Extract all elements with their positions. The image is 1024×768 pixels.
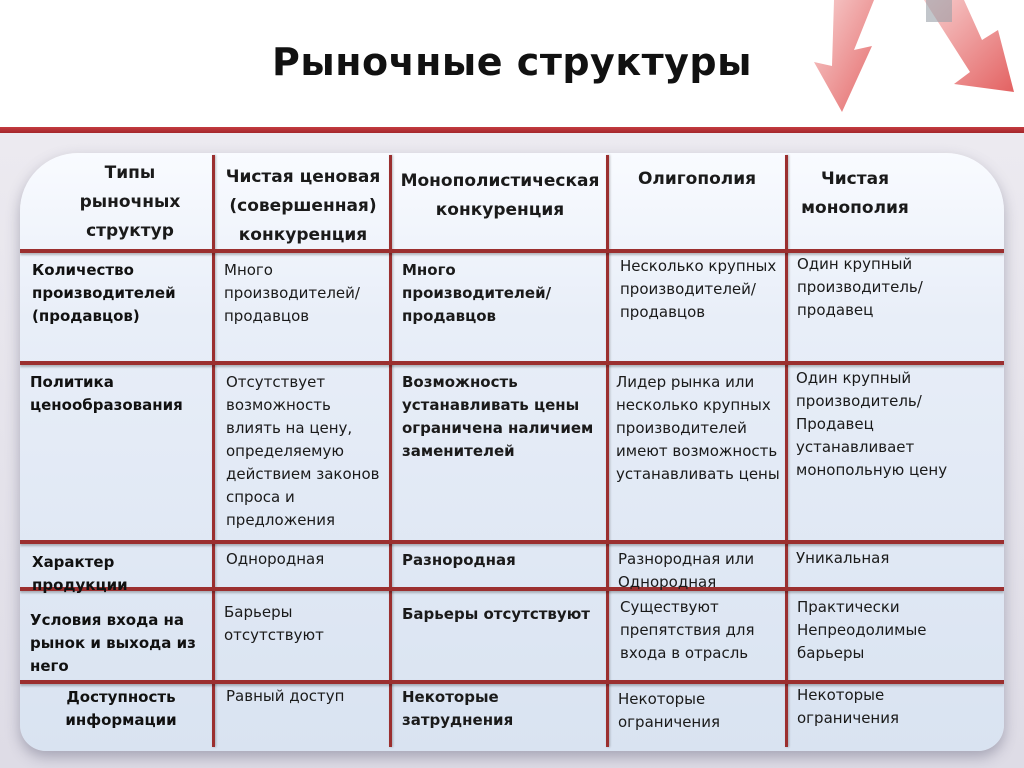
table-cell: Уникальная bbox=[796, 549, 890, 567]
table-cell: Барьеры отсутствуют bbox=[224, 603, 324, 644]
table-cell: Некоторые затруднения bbox=[402, 688, 514, 729]
table-cell: Разнородная или Однородная bbox=[618, 550, 755, 591]
row-divider bbox=[20, 587, 1004, 591]
table-cell: Много производителей/ продавцов bbox=[224, 261, 360, 325]
row-label: Условия входа на рынок и выхода из него bbox=[30, 611, 196, 675]
header-monopolistic-competition: Монополистическая конкуренция bbox=[400, 171, 600, 220]
table-cell: Барьеры отсутствуют bbox=[402, 605, 590, 623]
header-perfect-competition: Чистая ценовая (совершенная) конкуренция bbox=[225, 167, 381, 245]
row-label: Характер продукции bbox=[32, 553, 128, 594]
column-divider bbox=[389, 155, 392, 747]
header-monopoly: Чистая монополия bbox=[801, 169, 909, 218]
table-cell: Однородная bbox=[226, 550, 325, 568]
market-structures-table bbox=[20, 153, 1004, 751]
table-cell: Один крупный производитель/ продавец bbox=[797, 255, 923, 319]
red-arrows-icon bbox=[814, 0, 1024, 122]
column-divider bbox=[606, 155, 609, 747]
row-label: Доступность информации bbox=[65, 688, 177, 729]
table-cell: Разнородная bbox=[402, 551, 516, 569]
column-divider bbox=[212, 155, 215, 747]
row-label: Политика ценообразования bbox=[30, 373, 183, 414]
row-divider bbox=[20, 361, 1004, 365]
table-cell: Равный доступ bbox=[226, 687, 345, 705]
row-divider bbox=[20, 540, 1004, 544]
table-cell: Практически Непреодолимые барьеры bbox=[797, 598, 927, 662]
table-cell: Отсутствует возможность влиять на цену, определяемую действием законов спроса и предложения bbox=[226, 373, 380, 529]
column-divider bbox=[785, 155, 788, 747]
header-oligopoly: Олигополия bbox=[637, 169, 757, 189]
table-cell: Один крупный производитель/ Продавец устанавливает монопольную цену bbox=[796, 369, 948, 479]
table-cell: Лидер рынка или несколько крупных производителей имеют возможность устанавливать цены bbox=[616, 373, 780, 483]
header-types: Типы рыночных структур bbox=[79, 163, 181, 241]
table-cell: Некоторые ограничения bbox=[797, 686, 899, 727]
page-title: Рыночные структуры bbox=[272, 40, 752, 84]
row-label: Количество производителей (продавцов) bbox=[32, 261, 176, 325]
slide-header bbox=[0, 0, 1024, 128]
table-cell: Много производителей/ продавцов bbox=[402, 261, 552, 325]
table-cell: Некоторые ограничения bbox=[618, 690, 720, 731]
table-cell: Существуют препятствия для входа в отрасль bbox=[620, 598, 755, 662]
table-cell: Возможность устанавливать цены ограничена наличием заменителей bbox=[402, 373, 594, 460]
table-cell: Несколько крупных производителей/ продавцов bbox=[620, 257, 777, 321]
